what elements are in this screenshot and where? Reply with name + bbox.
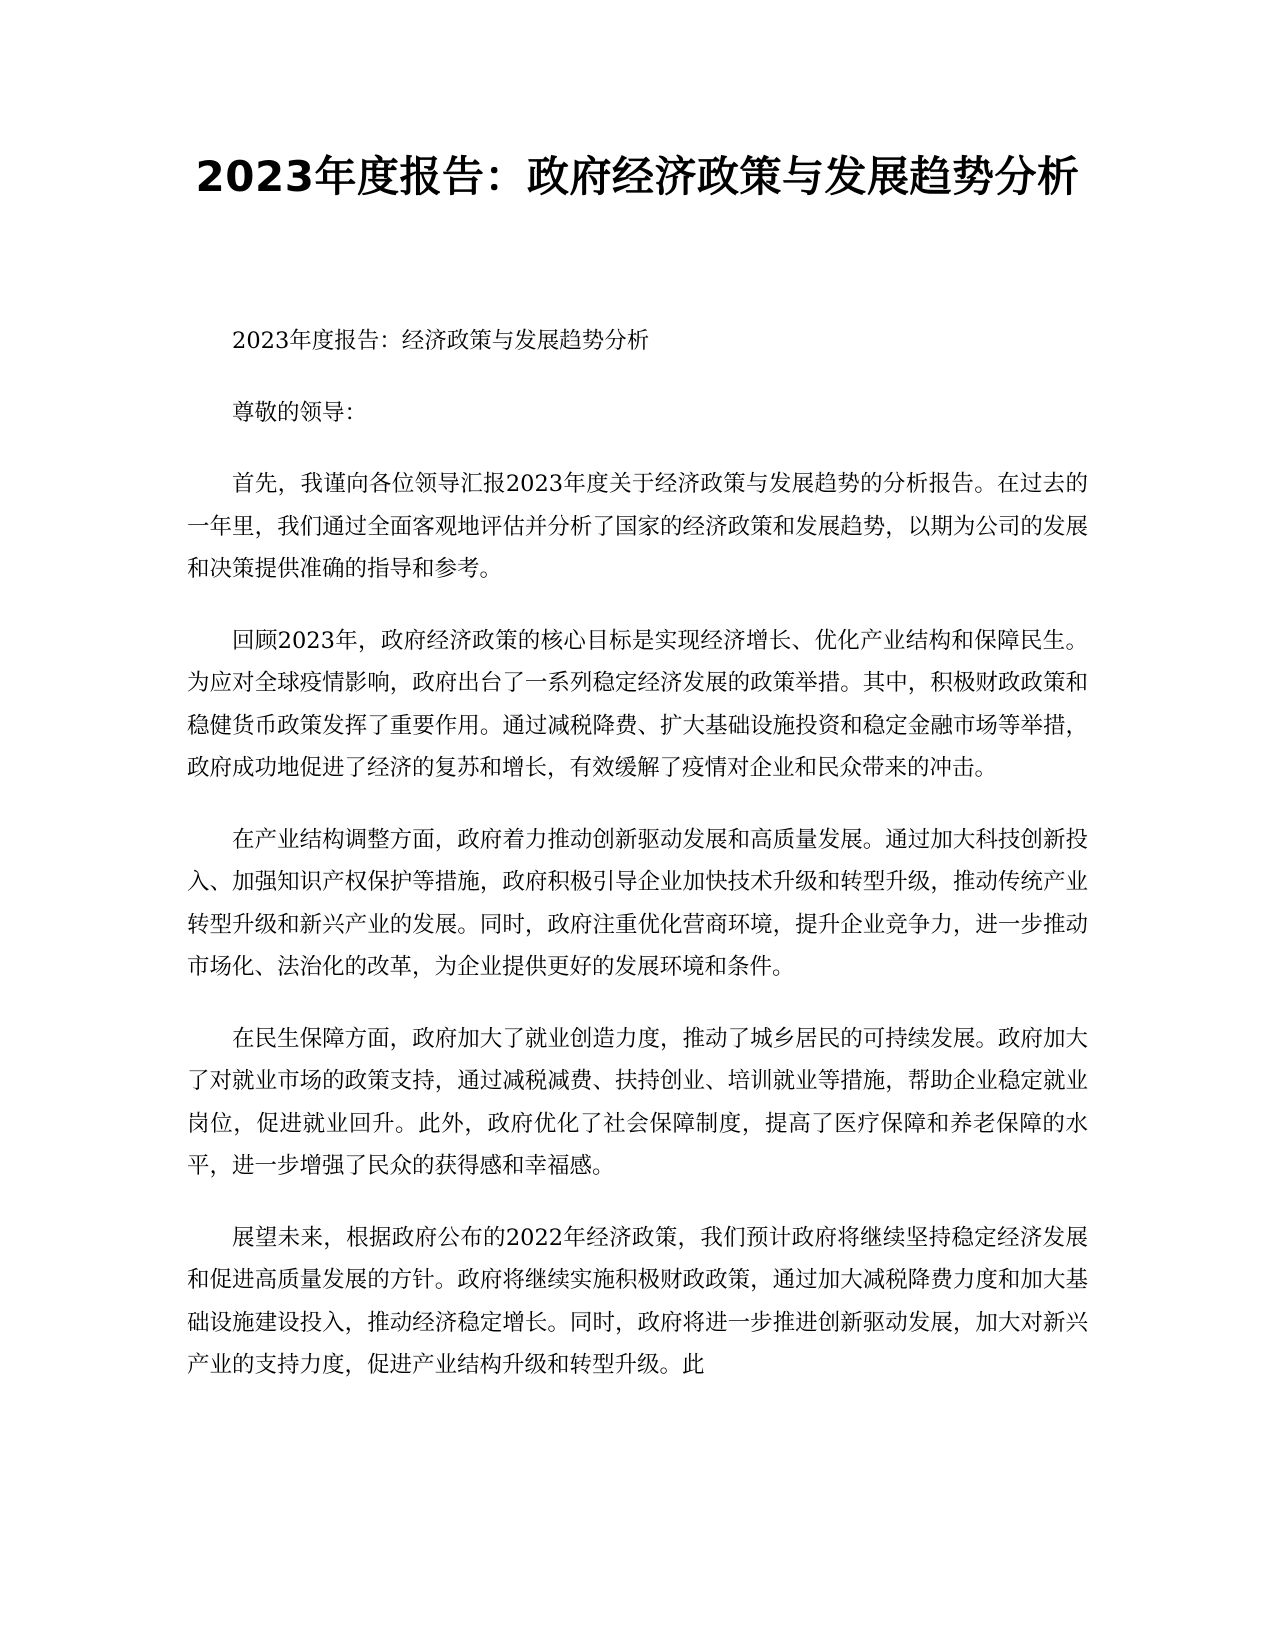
subtitle-line: 2023年度报告：经济政策与发展趋势分析 xyxy=(232,328,650,354)
paragraph: 首先，我谨向各位领导汇报2023年度关于经济政策与发展趋势的分析报告。在过去的一年里，我们通过全面客观地评估并分析了国家的经济政策和发展趋势，以期为公司的发展和决策提供准确的指导和参考。 xyxy=(187,471,1088,582)
document-title: 2023年度报告：政府经济政策与发展趋势分析 xyxy=(195,152,1080,201)
paragraph: 展望未来，根据政府公布的2022年经济政策，我们预计政府将继续坚持稳定经济发展和促进高质量发展的方针。政府将继续实施积极财政政策，通过加大减税降费力度和加大基础设施建设投入，推动经济稳定增长。同时，政府将进一步推进创新驱动发展，加大对新兴产业的支持力度，促进产业结构升级和转型升级。此 xyxy=(187,1224,1088,1378)
document-body xyxy=(187,320,1088,1416)
paragraph: 在民生保障方面，政府加大了就业创造力度，推动了城乡居民的可持续发展。政府加大了对就业市场的政策支持，通过减税减费、扶持创业、培训就业等措施，帮助企业稳定就业岗位，促进就业回升。此外，政府优化了社会保障制度，提高了医疗保障和养老保障的水平，进一步增强了民众的获得感和幸福感。 xyxy=(187,1025,1088,1179)
salutation: 尊敬的领导： xyxy=(232,399,368,426)
paragraph: 在产业结构调整方面，政府着力推动创新驱动发展和高质量发展。通过加大科技创新投入、加强知识产权保护等措施，政府积极引导企业加快技术升级和转型升级，推动传统产业转型升级和新兴产业的发展。同时，政府注重优化营商环境，提升企业竞争力，进一步推动市场化、法治化的改革，为企业提供更好的发展环境和条件。 xyxy=(187,826,1088,980)
paragraph: 回顾2023年，政府经济政策的核心目标是实现经济增长、优化产业结构和保障民生。为应对全球疫情影响，政府出台了一系列稳定经济发展的政策举措。其中，积极财政政策和稳健货币政策发挥了重要作用。通过减税降费、扩大基础设施投资和稳定金融市场等举措，政府成功地促进了经济的复苏和增长，有效缓解了疫情对企业和民众带来的冲击。 xyxy=(187,627,1088,781)
